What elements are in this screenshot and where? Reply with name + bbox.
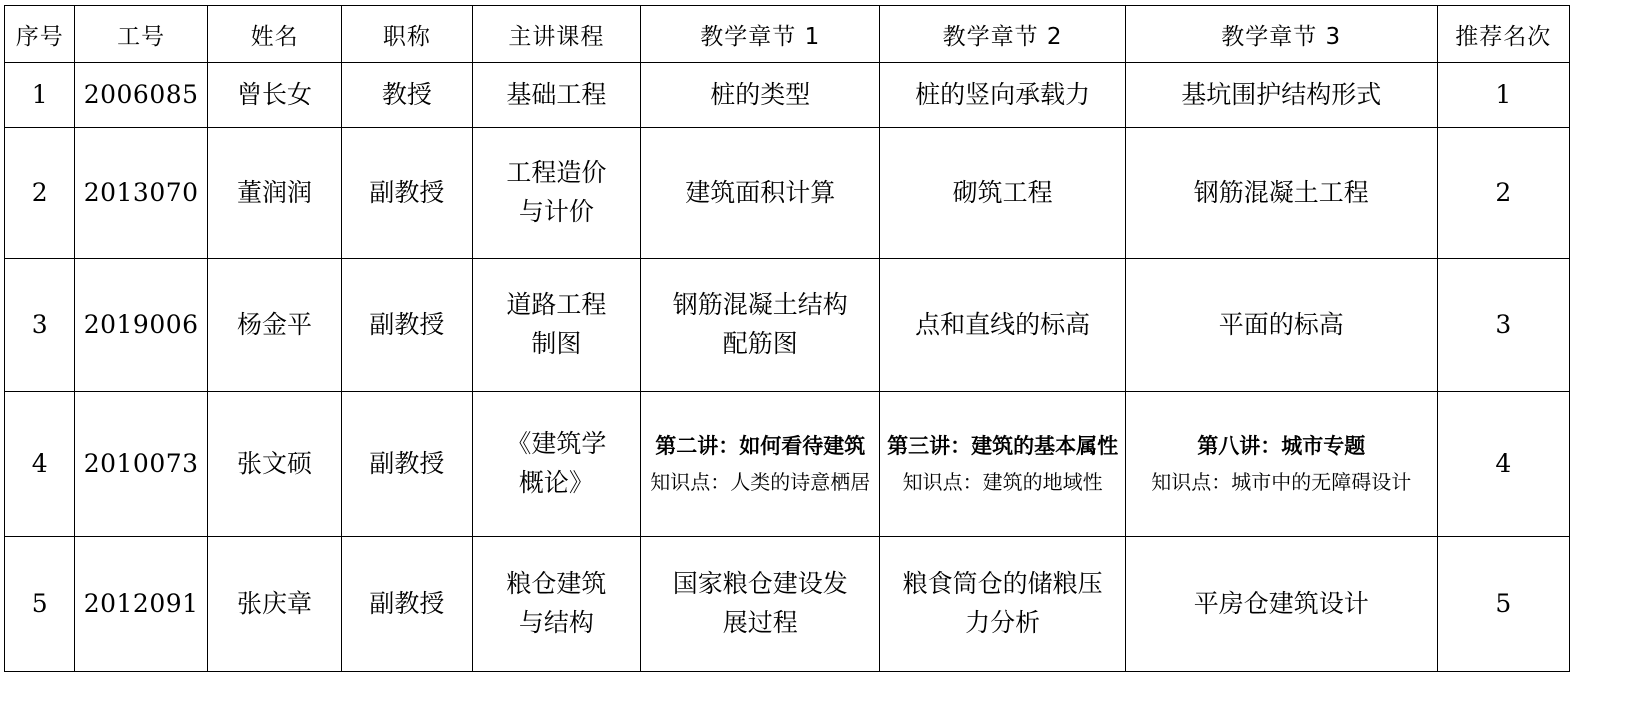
cell-chapter-2: 砌筑工程 bbox=[880, 128, 1126, 259]
table-row bbox=[5, 537, 1570, 672]
cell-name: 张庆章 bbox=[207, 537, 342, 672]
cell-academic-title: 副教授 bbox=[342, 128, 472, 259]
table-row bbox=[5, 63, 1570, 128]
cell-name: 董润润 bbox=[207, 128, 342, 259]
cell-rank: 5 bbox=[1437, 537, 1569, 672]
knowledge-point: 知识点：建筑的地域性 bbox=[902, 470, 1103, 495]
cell-academic-title: 副教授 bbox=[342, 259, 472, 392]
cell-course: 《建筑学 概论》 bbox=[472, 392, 641, 537]
lecture-title: 第三讲：建筑的基本属性 bbox=[887, 433, 1119, 458]
column-header-chapter-1: 教学章节 1 bbox=[641, 6, 880, 63]
column-header-employee-id: 工号 bbox=[75, 6, 207, 63]
cell-course: 道路工程 制图 bbox=[472, 259, 641, 392]
cell-chapter-1: 钢筋混凝土结构 配筋图 bbox=[641, 259, 880, 392]
cell-seq: 3 bbox=[5, 259, 75, 392]
cell-chapter-3 bbox=[1125, 392, 1437, 537]
column-header-chapter-3: 教学章节 3 bbox=[1125, 6, 1437, 63]
table-row bbox=[5, 392, 1570, 537]
cell-rank: 3 bbox=[1437, 259, 1569, 392]
cell-chapter-3: 基坑围护结构形式 bbox=[1125, 63, 1437, 128]
column-header-academic-title: 职称 bbox=[342, 6, 472, 63]
cell-rank: 2 bbox=[1437, 128, 1569, 259]
cell-chapter-2: 点和直线的标高 bbox=[880, 259, 1126, 392]
lecture-title: 第八讲：城市专题 bbox=[1197, 433, 1366, 458]
knowledge-point: 知识点：城市中的无障碍设计 bbox=[1151, 470, 1412, 495]
cell-seq: 1 bbox=[5, 63, 75, 128]
column-header-chapter-2: 教学章节 2 bbox=[880, 6, 1126, 63]
cell-chapter-1: 建筑面积计算 bbox=[641, 128, 880, 259]
teaching-chapters-table bbox=[4, 5, 1570, 672]
cell-course: 工程造价 与计价 bbox=[472, 128, 641, 259]
cell-employee-id: 2010073 bbox=[75, 392, 207, 537]
cell-name: 张文硕 bbox=[207, 392, 342, 537]
cell-seq: 5 bbox=[5, 537, 75, 672]
cell-rank: 4 bbox=[1437, 392, 1569, 537]
cell-chapter-1: 桩的类型 bbox=[641, 63, 880, 128]
column-header-name: 姓名 bbox=[207, 6, 342, 63]
cell-seq: 4 bbox=[5, 392, 75, 537]
cell-chapter-3: 平房仓建筑设计 bbox=[1125, 537, 1437, 672]
cell-chapter-2: 桩的竖向承载力 bbox=[880, 63, 1126, 128]
cell-course: 基础工程 bbox=[472, 63, 641, 128]
cell-chapter-3: 平面的标高 bbox=[1125, 259, 1437, 392]
cell-seq: 2 bbox=[5, 128, 75, 259]
table-header bbox=[5, 6, 1570, 63]
cell-academic-title: 副教授 bbox=[342, 537, 472, 672]
cell-employee-id: 2019006 bbox=[75, 259, 207, 392]
table-row bbox=[5, 128, 1570, 259]
cell-employee-id: 2012091 bbox=[75, 537, 207, 672]
cell-course: 粮仓建筑 与结构 bbox=[472, 537, 641, 672]
column-header-seq: 序号 bbox=[5, 6, 75, 63]
column-header-rank: 推荐名次 bbox=[1437, 6, 1569, 63]
cell-chapter-2: 粮食筒仓的储粮压 力分析 bbox=[880, 537, 1126, 672]
cell-chapter-1: 国家粮仓建设发 展过程 bbox=[641, 537, 880, 672]
lecture-title: 第二讲：如何看待建筑 bbox=[655, 433, 866, 458]
table-header-row bbox=[5, 6, 1570, 63]
table-body bbox=[5, 63, 1570, 672]
cell-chapter-1 bbox=[641, 392, 880, 537]
cell-employee-id: 2006085 bbox=[75, 63, 207, 128]
knowledge-point: 知识点：人类的诗意栖居 bbox=[650, 470, 871, 495]
cell-name: 曾长女 bbox=[207, 63, 342, 128]
cell-name: 杨金平 bbox=[207, 259, 342, 392]
document-page bbox=[0, 5, 1632, 721]
cell-rank: 1 bbox=[1437, 63, 1569, 128]
cell-chapter-3: 钢筋混凝土工程 bbox=[1125, 128, 1437, 259]
column-header-course: 主讲课程 bbox=[472, 6, 641, 63]
cell-academic-title: 副教授 bbox=[342, 392, 472, 537]
table-row bbox=[5, 259, 1570, 392]
cell-employee-id: 2013070 bbox=[75, 128, 207, 259]
cell-chapter-2 bbox=[880, 392, 1126, 537]
cell-academic-title: 教授 bbox=[342, 63, 472, 128]
